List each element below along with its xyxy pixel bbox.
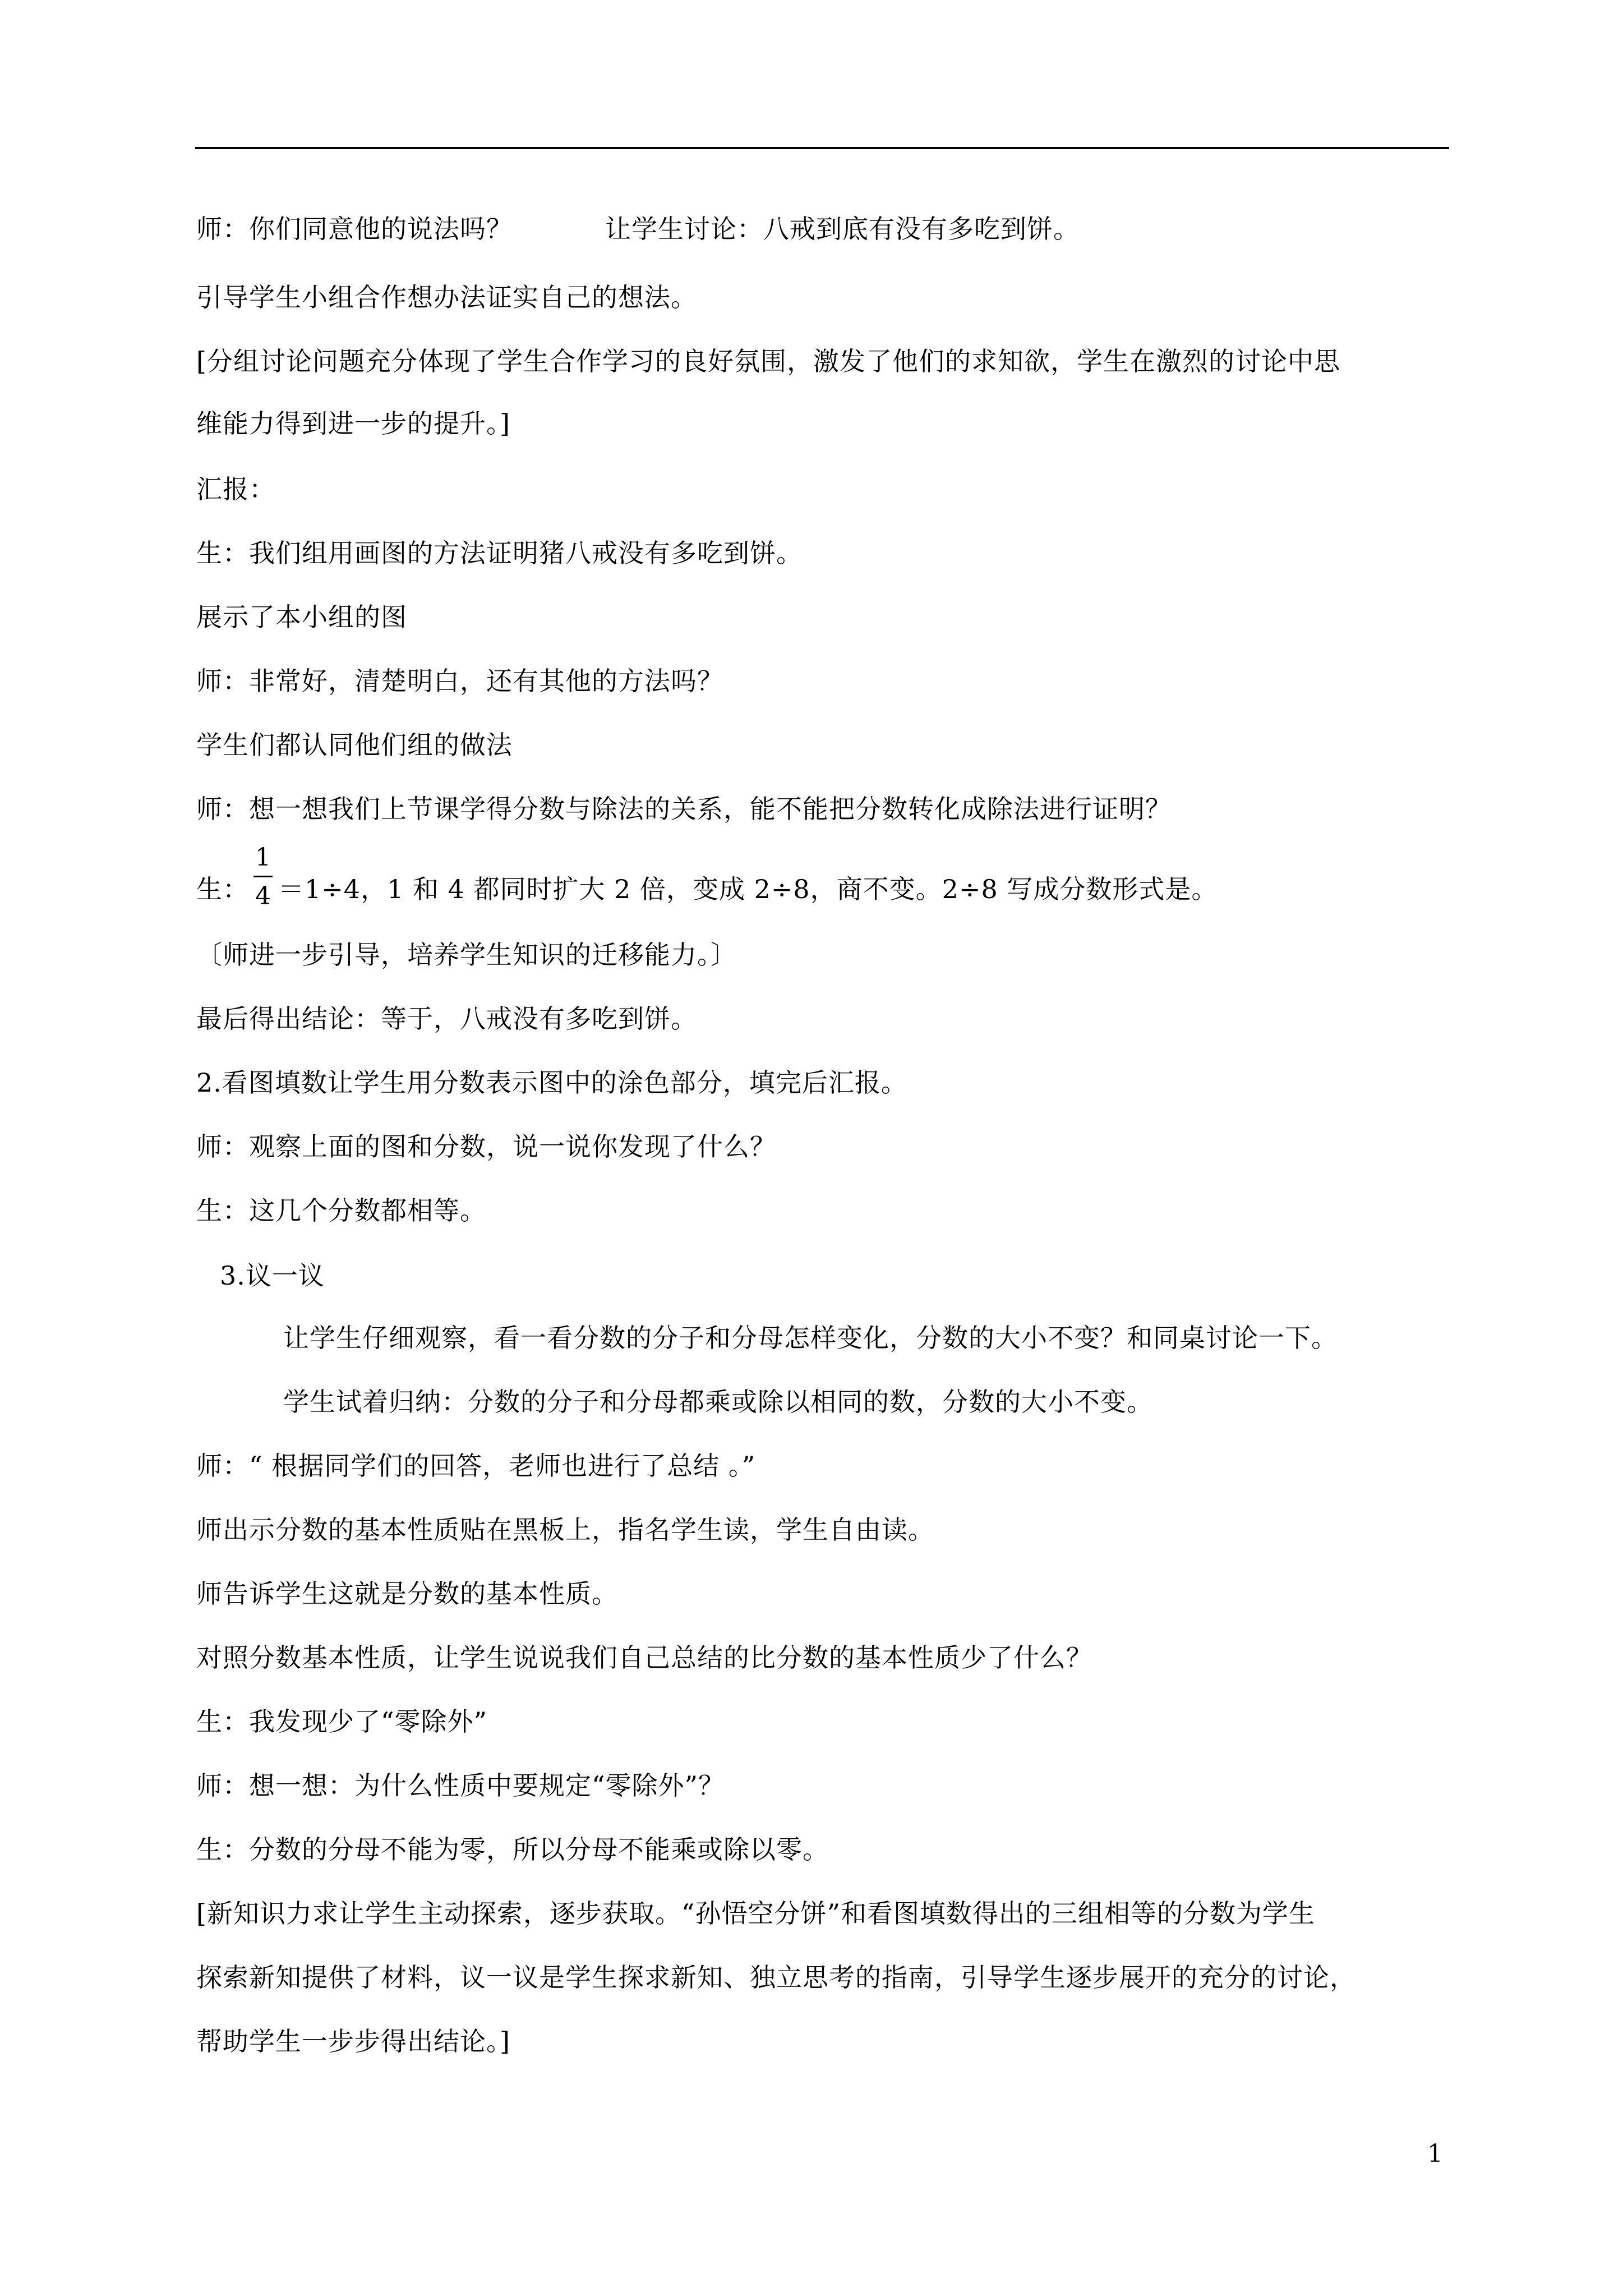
- text-line: 学生们都认同他们组的做法: [196, 730, 513, 760]
- text-line: 生：我发现少了“零除外”: [196, 1706, 488, 1737]
- text-line: 对照分数基本性质，让学生说说我们自己总结的比分数的基本性质少了什么？: [196, 1642, 1092, 1673]
- text-line: 帮助学生一步步得出结论。]: [196, 2026, 510, 2056]
- text-line: 师：想一想我们上节课学得分数与除法的关系，能不能把分数转化成除法进行证明？: [196, 794, 1172, 824]
- division-explanation: ＝1÷4，1 和 4 都同时扩大 2 倍，变成 2÷8，商不变。2÷8 写成分数形式是。: [278, 874, 1218, 904]
- text-line: 最后得出结论：等于，八戒没有多吃到饼。: [196, 1004, 697, 1034]
- text-line: [196, 212, 1080, 246]
- fraction-numerator: 1: [255, 843, 271, 872]
- text-line: [新知识力求让学生主动探索，逐步获取。“孙悟空分饼”和看图填数得出的三组相等的分数为学生: [196, 1898, 1315, 1929]
- discussion-prompt: 让学生讨论：八戒到底有没有多吃到饼。: [605, 214, 1080, 244]
- page-number: 1: [1427, 2139, 1443, 2168]
- text-line: [196, 872, 1218, 906]
- text-line: 师：非常好，清楚明白，还有其他的方法吗？: [196, 666, 723, 696]
- text-line: 汇报：: [196, 474, 275, 504]
- fraction-one-quarter: [253, 843, 273, 911]
- text-line: 师：想一想：为什么性质中要规定“零除外”？: [196, 1770, 725, 1801]
- text-line: 师：“ 根据同学们的回答，老师也进行了总结 。”: [196, 1451, 756, 1481]
- fraction-bar: [253, 876, 273, 877]
- text-line: 师：观察上面的图和分数，说一说你发现了什么？: [196, 1131, 776, 1162]
- text-line: 生：我们组用画图的方法证明猪八戒没有多吃到饼。: [196, 538, 803, 568]
- text-line: 生：这几个分数都相等。: [196, 1195, 486, 1226]
- text-line: 师出示分数的基本性质贴在黑板上，指名学生读，学生自由读。: [196, 1515, 934, 1545]
- text-line: 2.看图填数让学生用分数表示图中的涂色部分，填完后汇报。: [196, 1068, 907, 1098]
- speaker-prefix: 生：: [196, 874, 249, 904]
- text-line: 〔师进一步引导，培养学生知识的迁移能力。〕: [196, 940, 737, 970]
- text-line: 引导学生小组合作想办法证实自己的想法。: [196, 282, 697, 312]
- fraction-denominator: 4: [255, 882, 271, 910]
- text-line: 生：分数的分母不能为零，所以分母不能乘或除以零。: [196, 1834, 829, 1865]
- text-line: 师告诉学生这就是分数的基本性质。: [196, 1579, 618, 1609]
- text-line: 让学生仔细观察，看一看分数的分子和分母怎样变化，分数的大小不变？和同桌讨论一下。: [283, 1323, 1338, 1353]
- text-line: 展示了本小组的图: [196, 602, 407, 632]
- section-heading: 3.议一议: [220, 1260, 325, 1291]
- text-line: [分组讨论问题充分体现了学生合作学习的良好氛围，激发了他们的求知欲，学生在激烈的讨论中思: [196, 346, 1340, 376]
- header-rule: [195, 147, 1449, 149]
- text-line: 学生试着归纳：分数的分子和分母都乘或除以相同的数，分数的大小不变。: [283, 1387, 1153, 1417]
- teacher-question: 师：你们同意他的说法吗？: [196, 214, 513, 244]
- text-line: 探索新知提供了材料，议一议是学生探求新知、独立思考的指南，引导学生逐步展开的充分的讨论，: [196, 1962, 1356, 1993]
- text-line: 维能力得到进一步的提升。]: [196, 408, 510, 439]
